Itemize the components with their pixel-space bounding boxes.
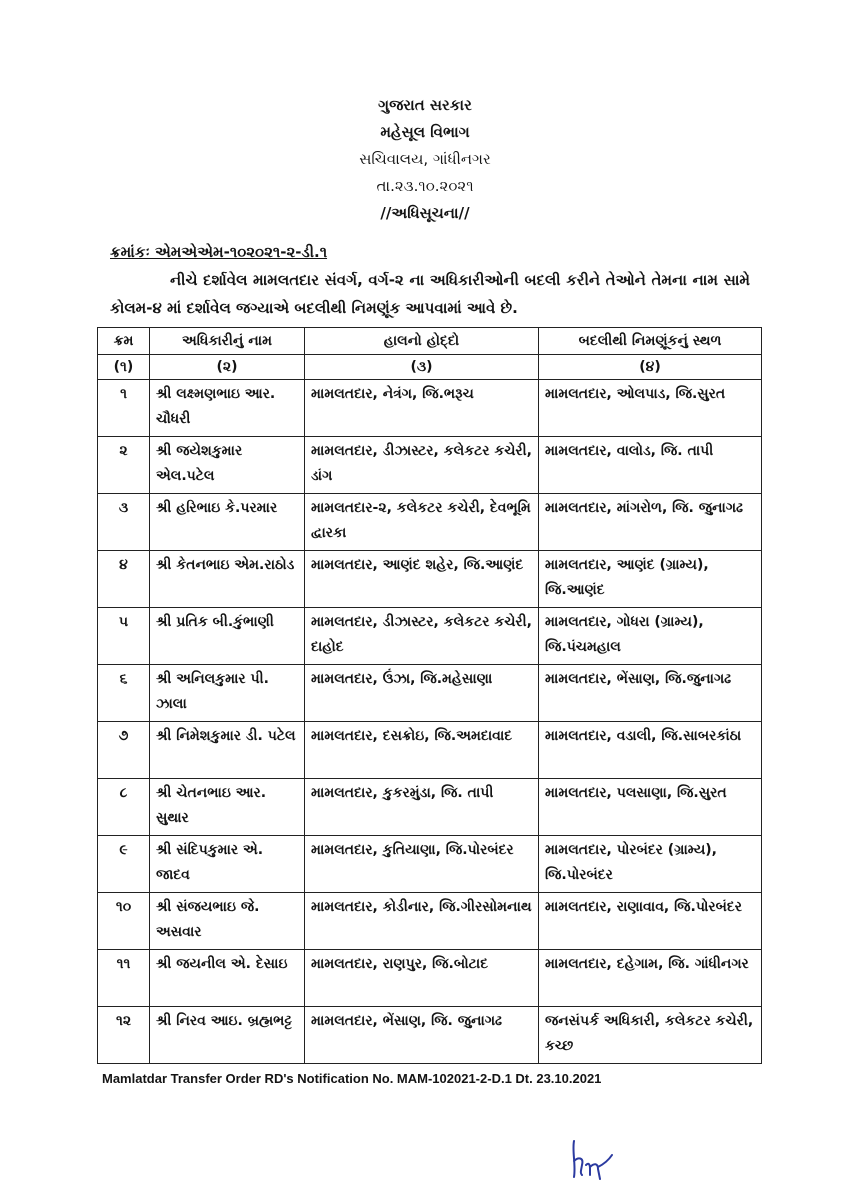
new-posting-cell: મામલતદાર, પલસાણા, જિ.સુરત — [539, 779, 762, 836]
officer-name-cell: શ્રી નિમેશકુમાર ડી. પટેલ — [150, 722, 305, 779]
col-header-new-posting: બદલીથી નિમણૂંકનું સ્થળ — [539, 328, 762, 355]
col-number: (૨) — [150, 355, 305, 380]
table-row — [98, 437, 762, 494]
current-post-cell: મામલતદાર, દસક્રોઇ, જિ.અમદાવાદ — [305, 722, 539, 779]
document-header — [0, 92, 850, 227]
department-name: મહેસૂલ વિભાગ — [380, 123, 470, 141]
table-row — [98, 551, 762, 608]
table-row — [98, 722, 762, 779]
officer-name-cell: શ્રી સંદિપકુમાર એ. જાદવ — [150, 836, 305, 893]
current-post-cell: મામલતદાર, નેત્રંગ, જિ.ભરૂચ — [305, 380, 539, 437]
serial-cell: ૬ — [98, 665, 150, 722]
table-row — [98, 380, 762, 437]
officer-name-cell: શ્રી કેતનભાઇ એમ.રાઠોડ — [150, 551, 305, 608]
table-row — [98, 665, 762, 722]
col-header-current-post: હાલનો હોદ્દો — [305, 328, 539, 355]
new-posting-cell: મામલતદાર, ભેંસાણ, જિ.જુનાગઢ — [539, 665, 762, 722]
officer-name-cell: શ્રી લક્ષ્મણભાઇ આર. ચૌધરી — [150, 380, 305, 437]
intro-paragraph — [110, 266, 750, 322]
officer-name-cell: શ્રી હરિભાઇ કે.પરમાર — [150, 494, 305, 551]
order-number: ક્રમાંકઃ એમએએમ-૧૦૨૦૨૧-૨-ડી.૧ — [110, 243, 328, 261]
current-post-cell: મામલતદાર, આણંદ શહેર, જિ.આણંદ — [305, 551, 539, 608]
footer-caption: Mamlatdar Transfer Order RD's Notification No. MAM-102021-2-D.1 Dt. 23.10.2021 — [102, 1071, 602, 1086]
current-post-cell: મામલતદાર, કુતિયાણા, જિ.પોરબંદર — [305, 836, 539, 893]
new-posting-cell: મામલતદાર, રાણાવાવ, જિ.પોરબંદર — [539, 893, 762, 950]
new-posting-cell: મામલતદાર, વાલોડ, જિ. તાપી — [539, 437, 762, 494]
officer-name-cell: શ્રી પ્રતિક બી.કુંભાણી — [150, 608, 305, 665]
new-posting-cell: જનસંપર્ક અધિકારી, કલેકટર કચેરી, કચ્છ — [539, 1007, 762, 1064]
government-name: ગુજરાત સરકાર — [378, 96, 472, 114]
col-number: (૪) — [539, 355, 762, 380]
officer-name-cell: શ્રી ચેતનભાઇ આર. સુથાર — [150, 779, 305, 836]
new-posting-cell: મામલતદાર, વડાલી, જિ.સાબરકાંઠા — [539, 722, 762, 779]
serial-cell: ૮ — [98, 779, 150, 836]
new-posting-cell: મામલતદાર, આણંદ (ગ્રામ્ય), જિ.આણંદ — [539, 551, 762, 608]
current-post-cell: મામલતદાર, ઉંઝા, જિ.મહેસાણા — [305, 665, 539, 722]
current-post-cell: મામલતદાર, ભેંસાણ, જિ. જુનાગઢ — [305, 1007, 539, 1064]
officer-name-cell: શ્રી સંજયભાઇ જે. અસવાર — [150, 893, 305, 950]
notification-title: //અધિસૂચના// — [380, 204, 470, 222]
transfer-table — [97, 327, 762, 1064]
serial-cell: ૫ — [98, 608, 150, 665]
new-posting-cell: મામલતદાર, ઓલપાડ, જિ.સુરત — [539, 380, 762, 437]
serial-cell: ૪ — [98, 551, 150, 608]
officer-name-cell: શ્રી જયનીલ એ. દેસાઇ — [150, 950, 305, 1007]
new-posting-cell: મામલતદાર, પોરબંદર (ગ્રામ્ય), જિ.પોરબંદર — [539, 836, 762, 893]
serial-cell: ૧ — [98, 380, 150, 437]
current-post-cell: મામલતદાર, કુકરમુંડા, જિ. તાપી — [305, 779, 539, 836]
current-post-cell: મામલતદાર, ડીઝાસ્ટર, કલેકટર કચેરી, ડાંગ — [305, 437, 539, 494]
current-post-cell: મામલતદાર, રાણપુર, જિ.બોટાદ — [305, 950, 539, 1007]
serial-cell: ૯ — [98, 836, 150, 893]
table-row — [98, 1007, 762, 1064]
serial-cell: ૨ — [98, 437, 150, 494]
table-header-row — [98, 328, 762, 355]
col-header-officer-name: અધિકારીનું નામ — [150, 328, 305, 355]
document-date: તા.૨૩.૧૦.૨૦૨૧ — [376, 177, 474, 195]
new-posting-cell: મામલતદાર, ગોધરા (ગ્રામ્ય), જિ.પંચમહાલ — [539, 608, 762, 665]
office-address: સચિવાલય, ગાંધીનગર — [359, 150, 491, 168]
intro-text: નીચે દર્શાવેલ મામલતદાર સંવર્ગ, વર્ગ-૨ ના અધિકારીઓની બદલી કરીને તેઓને તેમના નામ સામે કોલમ-૪ માં દર્શાવેલ જગ્યાએ બદલીથી નિમણૂંક આપવામાં આવે છે. — [110, 271, 750, 317]
table-row — [98, 494, 762, 551]
table-row — [98, 779, 762, 836]
table-row — [98, 950, 762, 1007]
column-number-row — [98, 355, 762, 380]
table-row — [98, 893, 762, 950]
serial-cell: ૧૦ — [98, 893, 150, 950]
serial-cell: ૧૨ — [98, 1007, 150, 1064]
col-number: (૧) — [98, 355, 150, 380]
serial-cell: ૭ — [98, 722, 150, 779]
handwritten-signature — [568, 1135, 616, 1183]
col-number: (૩) — [305, 355, 539, 380]
serial-cell: ૧૧ — [98, 950, 150, 1007]
officer-name-cell: શ્રી જયેશકુમાર એલ.પટેલ — [150, 437, 305, 494]
table-row — [98, 608, 762, 665]
table-row — [98, 836, 762, 893]
officer-name-cell: શ્રી નિરવ આઇ. બ્રહ્મભટ્ટ — [150, 1007, 305, 1064]
new-posting-cell: મામલતદાર, માંગરોળ, જિ. જુનાગઢ — [539, 494, 762, 551]
current-post-cell: મામલતદાર, ડીઝાસ્ટર, કલેકટર કચેરી, દાહોદ — [305, 608, 539, 665]
col-header-serial: ક્રમ — [98, 328, 150, 355]
current-post-cell: મામલતદાર, કોડીનાર, જિ.ગીરસોમનાથ — [305, 893, 539, 950]
officer-name-cell: શ્રી અનિલકુમાર પી. ઝાલા — [150, 665, 305, 722]
current-post-cell: મામલતદાર-૨, કલેકટર કચેરી, દેવભૂમિ દ્વારકા — [305, 494, 539, 551]
new-posting-cell: મામલતદાર, દહેગામ, જિ. ગાંધીનગર — [539, 950, 762, 1007]
serial-cell: ૩ — [98, 494, 150, 551]
